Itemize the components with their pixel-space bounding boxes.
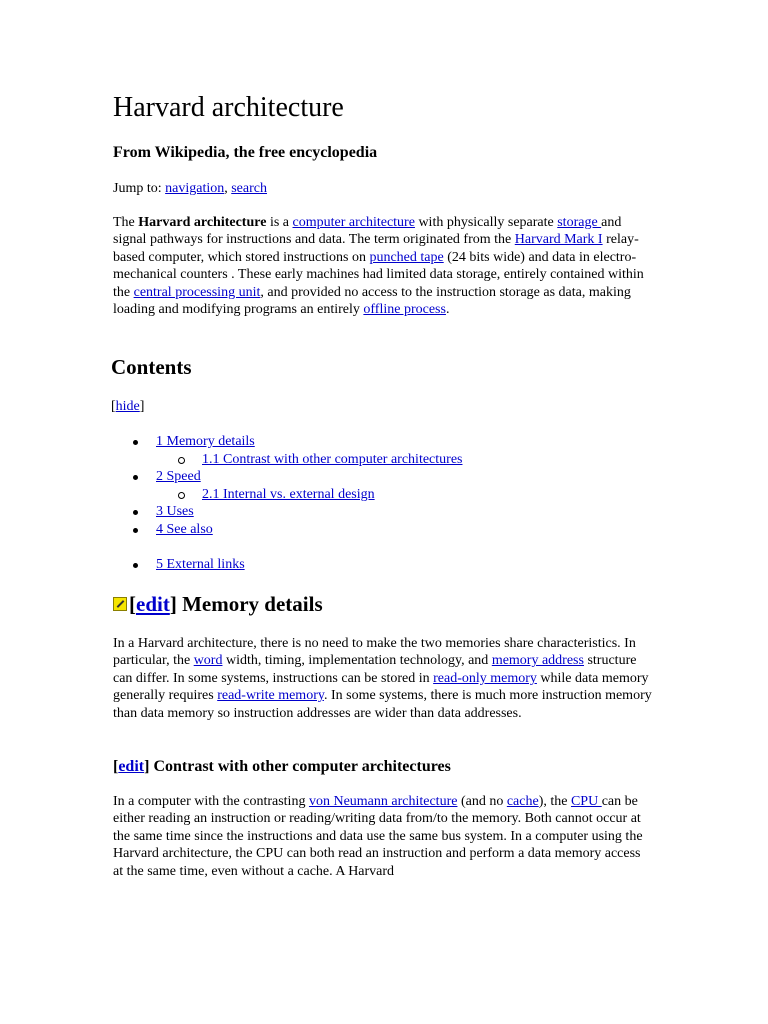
circle-bullet-icon: [178, 457, 185, 464]
section-heading-memory-details: [113, 591, 323, 617]
jump-separator: ,: [224, 181, 232, 196]
toc-item: [113, 433, 462, 451]
page-subtitle: From Wikipedia, the free encyclopedia: [113, 144, 378, 161]
toc-link-uses[interactable]: 3 Uses: [156, 504, 194, 519]
intro-text: and signal pathways for instructions and data. The term originated from the: [113, 215, 622, 248]
section-title: Memory details: [176, 592, 323, 616]
edit-bracket: ]: [169, 592, 177, 616]
intro-paragraph: [113, 214, 653, 318]
subsection-title: Contrast with other computer architectures: [149, 758, 451, 775]
jump-to-links: [113, 180, 653, 197]
toc-hide-link[interactable]: hide: [115, 399, 140, 414]
edit-bracket: [: [113, 758, 119, 775]
bullet-icon: [133, 563, 138, 568]
link-central-processing-unit[interactable]: central processing unit: [133, 284, 261, 300]
edit-link-memory-details[interactable]: edit: [136, 592, 170, 616]
link-memory-address[interactable]: memory address: [491, 653, 584, 669]
paragraph-text: In a computer with the contrasting: [113, 794, 309, 809]
paragraph-text: . In some systems, there is much more instruction memory than data memory so instruction addresses are wider than data addresses.: [113, 688, 652, 721]
toc-link-contrast[interactable]: 1.1 Contrast with other computer architectures: [202, 451, 463, 467]
jump-navigation-link[interactable]: navigation: [165, 181, 225, 196]
edit-pencil-icon[interactable]: [113, 597, 127, 611]
toc-item: [113, 486, 462, 504]
edit-bracket: ]: [144, 758, 150, 775]
subsection-heading-contrast: [113, 757, 451, 777]
toc-toggle: [111, 398, 144, 415]
bullet-icon: [133, 528, 138, 533]
toc-toggle-bracket: [: [111, 399, 116, 414]
toc-item: [113, 521, 462, 539]
intro-text: with physically separate: [414, 215, 558, 230]
link-computer-architecture[interactable]: computer architecture: [292, 215, 415, 230]
toc-item: [113, 451, 462, 469]
link-storage[interactable]: storage: [557, 215, 602, 230]
bullet-icon: [133, 440, 138, 445]
toc-link-external-links[interactable]: 5 External links: [156, 556, 245, 572]
link-harvard-mark-i[interactable]: Harvard Mark I: [514, 232, 603, 248]
paragraph-text: structure can differ. In some systems, instructions can be stored in: [113, 653, 637, 686]
link-punched-tape[interactable]: punched tape: [369, 249, 444, 265]
intro-bold-term: Harvard architecture: [138, 215, 267, 230]
paragraph-text: ), the: [538, 794, 571, 809]
circle-bullet-icon: [178, 492, 185, 499]
link-cpu[interactable]: CPU: [570, 794, 602, 809]
intro-text: The: [113, 215, 139, 230]
paragraph-text: while data memory generally requires: [113, 670, 649, 704]
toc-item: [113, 503, 462, 521]
page-title: Harvard architecture: [113, 92, 344, 123]
jump-search-link[interactable]: search: [231, 181, 267, 196]
toc-link-speed[interactable]: 2 Speed: [156, 469, 201, 484]
toc-heading: Contents: [111, 355, 192, 379]
paragraph-text: (and no: [457, 794, 507, 809]
toc-list: [113, 433, 462, 573]
contrast-paragraph: [113, 793, 653, 880]
link-read-write-memory[interactable]: read-write memory: [217, 688, 324, 704]
paragraph-text: width, timing, implementation technology, and: [222, 653, 492, 669]
link-cache[interactable]: cache: [506, 794, 539, 809]
intro-text: is a: [266, 215, 293, 230]
toc-item: [113, 556, 462, 574]
link-word[interactable]: word: [193, 653, 223, 669]
link-offline-process[interactable]: offline process: [363, 302, 446, 318]
toc-link-internal-external[interactable]: 2.1 Internal vs. external design: [202, 486, 375, 502]
bullet-icon: [133, 510, 138, 515]
toc-link-memory-details[interactable]: 1 Memory details: [156, 434, 255, 449]
intro-text: relay-based computer, which stored instructions on: [113, 232, 639, 265]
paragraph-text: In a Harvard architecture, there is no need to make the two memories share characteristics. In particular, the: [113, 636, 636, 669]
toc-toggle-bracket: ]: [139, 399, 145, 414]
paragraph-text: can be either reading an instruction or reading/writing data from/to the memory. Both cannot occur at the same time since the instructions and data use the same bus system. In a computer using the Harvard architecture, the CPU can both read an instruction and perform a data memory access at the same time, even without a cache. A Harvard: [113, 794, 643, 879]
edit-link-contrast[interactable]: edit: [118, 758, 145, 775]
edit-bracket: [: [129, 592, 136, 616]
bullet-icon: [133, 475, 138, 480]
intro-text: (24 bits wide) and data in electro-mechanical counters . These early machines had limited data storage, entirely contained within the: [113, 249, 644, 300]
toc-item: [113, 468, 462, 486]
link-von-neumann-architecture[interactable]: von Neumann architecture: [308, 794, 458, 809]
intro-text: , and provided no access to the instruction storage as data, making loading and modifying programs an entirely: [113, 284, 631, 318]
intro-text: .: [445, 302, 450, 318]
toc-link-see-also[interactable]: 4 See also: [156, 521, 213, 537]
memory-details-paragraph: [113, 635, 653, 722]
link-read-only-memory[interactable]: read-only memory: [433, 670, 537, 686]
jump-to-label: Jump to:: [113, 181, 166, 196]
